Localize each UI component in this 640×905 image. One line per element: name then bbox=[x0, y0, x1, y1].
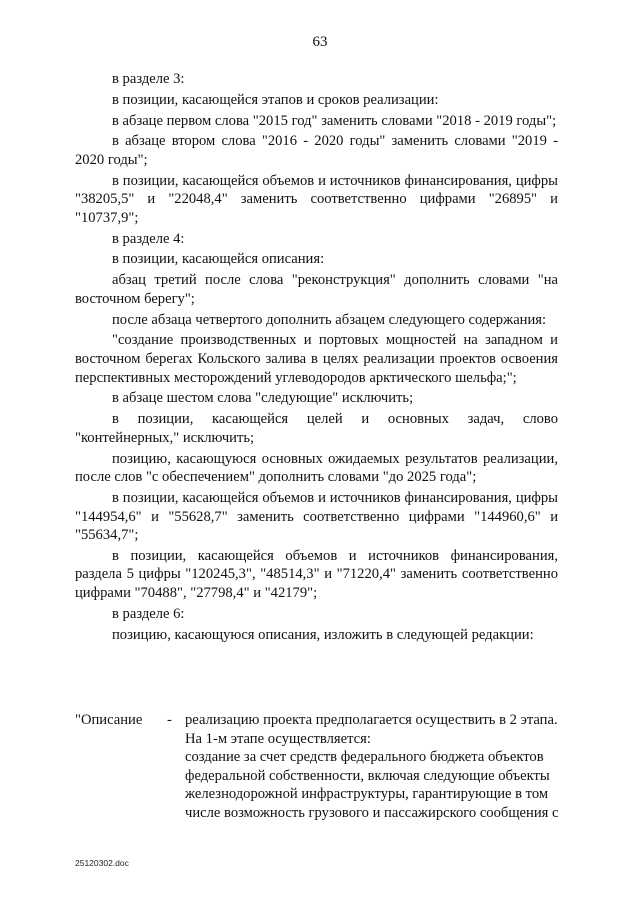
paragraph: в абзаце шестом слова "следующие" исключить; bbox=[112, 390, 414, 407]
description-line: федеральной собственности, включая следующие объекты bbox=[185, 767, 550, 784]
paragraph: "создание производственных и портовых мощностей на западном и восточном берегах Кольского залива в целях реализации проектов освоения перспективных месторождений углеводородов арктического шельфа;"; bbox=[75, 332, 558, 386]
paragraph: в позиции, касающейся этапов и сроков реализации: bbox=[112, 91, 439, 108]
description-dash: - bbox=[167, 712, 172, 728]
document-body bbox=[75, 70, 558, 646]
description-line: железнодорожной инфраструктуры, гарантирующие в том bbox=[185, 786, 549, 803]
paragraph: в разделе 6: bbox=[112, 605, 185, 622]
paragraph: позицию, касающуюся описания, изложить в следующей редакции: bbox=[112, 626, 534, 643]
description-line: числе возможность грузового и пассажирского сообщения с bbox=[185, 804, 559, 821]
paragraph: абзац третий после слова "реконструкция" дополнить словами "на восточном берегу"; bbox=[75, 272, 558, 307]
paragraph: в абзаце втором слова "2016 - 2020 годы" заменить словами "2019 - 2020 годы"; bbox=[75, 133, 558, 168]
paragraph: в позиции, касающейся описания: bbox=[112, 251, 325, 268]
paragraph: в абзаце первом слова "2015 год" заменить словами "2018 - 2019 годы"; bbox=[112, 112, 557, 129]
paragraph: после абзаца четвертого дополнить абзацем следующего содержания: bbox=[112, 311, 547, 328]
paragraph: позицию, касающуюся основных ожидаемых результатов реализации, после слов "с обеспечением" дополнить словами "до 2025 года"; bbox=[75, 450, 558, 486]
description-line: На 1-м этапе осуществляется: bbox=[185, 730, 371, 747]
description-label: "Описание bbox=[75, 712, 143, 728]
description-text bbox=[185, 711, 575, 823]
paragraph: в разделе 4: bbox=[112, 230, 185, 247]
paragraph: в разделе 3: bbox=[112, 71, 185, 87]
paragraph: в позиции, касающейся целей и основных задач, слово "контейнерных," исключить; bbox=[75, 411, 558, 446]
file-name-footer: 25120302.doc bbox=[75, 858, 129, 868]
description-line: создание за счет средств федерального бюджета объектов bbox=[185, 749, 544, 766]
paragraph: в позиции, касающейся объемов и источников финансирования, цифры "144954,6" и "55628,7" заменить соответственно цифрами "144960,6" и "55634,7"; bbox=[75, 489, 558, 544]
paragraph: в позиции, касающейся объемов и источников финансирования, раздела 5 цифры "120245,3", "48514,3" и "71220,4" заменить соответственно цифрами "70488", "27798,4" и "42179"; bbox=[75, 547, 558, 602]
description-block bbox=[75, 711, 575, 823]
description-line: реализацию проекта предполагается осуществить в 2 этапа. bbox=[185, 712, 558, 728]
page-number: 63 bbox=[312, 34, 328, 50]
paragraph: в позиции, касающейся объемов и источников финансирования, цифры "38205,5" и "22048,4" заменить соответственно цифрами "26895" и "10737,9"; bbox=[75, 172, 558, 226]
